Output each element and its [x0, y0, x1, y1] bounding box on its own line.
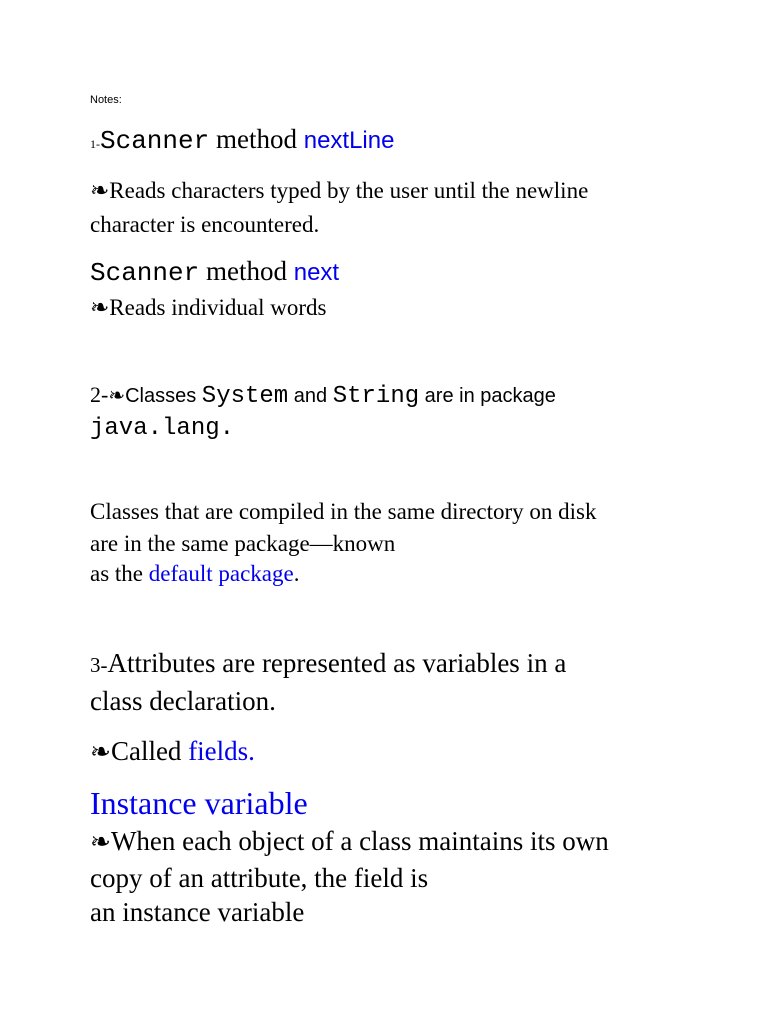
section-3-number: 3-: [90, 653, 108, 677]
scanner-class-name: Scanner: [100, 126, 210, 156]
called-fields-line: [90, 736, 255, 767]
fields-term: fields.: [188, 736, 255, 766]
bullet-nextline-text: Reads characters typed by the user until the newline: [109, 178, 589, 203]
section-2-number: 2-: [90, 382, 109, 407]
scanner-class-name-2: Scanner: [90, 258, 200, 288]
instance-variable-bullet-line-1: [90, 826, 609, 857]
string-class-name: String: [332, 383, 420, 410]
bullet-nextline-cont: character is encountered.: [90, 212, 320, 237]
system-class-name: System: [201, 383, 289, 410]
attributes-text: Attributes are represented as variables in a: [107, 648, 567, 678]
method-word: method: [209, 124, 304, 154]
period: .: [293, 561, 300, 586]
and-word: and: [288, 385, 333, 407]
instance-variable-heading: Instance variable: [90, 785, 308, 821]
section-3-line-1: [90, 648, 566, 679]
instance-variable-bullet-line-3: an instance variable: [90, 897, 305, 927]
section-2-heading: [90, 382, 556, 410]
instance-variable-bullet-line-2: copy of an attribute, the field is: [90, 863, 429, 893]
floral-bullet-icon: ❧: [90, 178, 110, 204]
bullet-nextline-desc: [90, 178, 588, 204]
floral-bullet-icon: ❧: [90, 737, 111, 766]
next-method: next: [293, 259, 340, 286]
default-package-term: default package: [148, 561, 294, 586]
section-1-heading: [90, 124, 394, 156]
default-package-para-line-3: [90, 561, 299, 587]
classes-word: Classes: [125, 385, 202, 407]
nextline-method: nextLine: [303, 127, 395, 154]
scanner-next-heading: [90, 256, 339, 288]
default-package-para-line-2: are in the same package—known: [90, 531, 396, 556]
default-package-para-line-1: Classes that are compiled in the same directory on disk: [90, 499, 597, 524]
java-lang-package: java.lang.: [90, 415, 235, 442]
floral-bullet-icon: ❧: [90, 295, 110, 321]
floral-bullet-icon: ❧: [108, 383, 126, 407]
section-1-number: 1-: [90, 137, 100, 151]
notes-label: Notes:: [90, 94, 122, 106]
method-word-2: method: [199, 256, 294, 286]
bullet-next-text: Reads individual words: [109, 295, 327, 320]
called-word: Called: [110, 736, 189, 766]
floral-bullet-icon: ❧: [90, 827, 111, 856]
instance-desc-text: When each object of a class maintains its own: [110, 826, 609, 856]
section-3-line-2: class declaration.: [90, 686, 276, 716]
are-in-package-text: are in package: [419, 385, 556, 407]
as-the-text: as the: [90, 561, 149, 586]
bullet-next-desc: [90, 295, 326, 321]
